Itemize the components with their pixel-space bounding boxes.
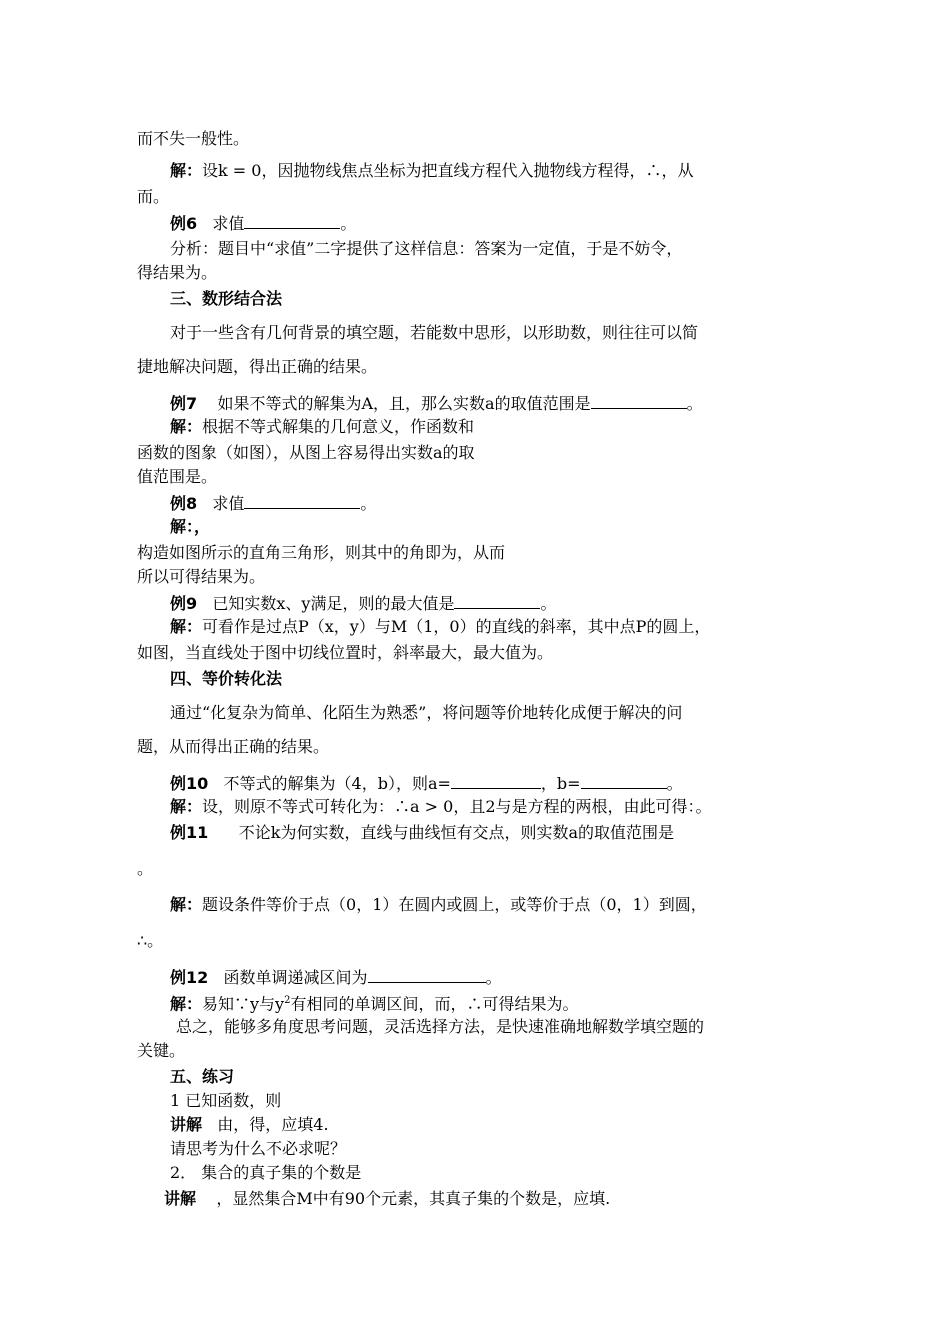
- punctuation: 。: [485, 968, 502, 987]
- solution-label: 讲解: [170, 1115, 203, 1134]
- section-heading: 四、等价转化法: [170, 669, 283, 688]
- answer-blank-a[interactable]: [451, 772, 541, 789]
- solution-text: ，显然集合M中有90个元素，其真子集的个数是，应填.: [216, 1189, 611, 1208]
- example-text: 已知实数x、y满足，则的最大值是: [212, 594, 455, 613]
- example-label: 例7: [170, 394, 198, 413]
- summary-line: 总之，能够多角度思考问题，灵活选择方法，是快速准确地解数学填空题的: [176, 1017, 705, 1036]
- solution-text: 可看作是过点P（x，y）与M（1，0）的直线的斜率，其中点P的圆上，: [202, 617, 711, 636]
- example-6: [170, 212, 356, 235]
- example-text: 不论k为何实数，直线与曲线恒有交点，则实数a的取值范围是: [238, 823, 675, 842]
- paragraph-line: 通过“化复杂为简单、化陌生为熟悉”，将问题等价地转化成便于解决的问: [170, 703, 683, 722]
- solution-line: 所以可得结果为。: [137, 567, 266, 586]
- solution-label: 讲解: [164, 1189, 197, 1208]
- paragraph-line: 题，从而得出正确的结果。: [137, 737, 330, 756]
- paragraph-line: 捷地解决问题，得出正确的结果。: [137, 357, 378, 376]
- solution-text: 设，则原不等式可转化为：∴a > 0，且2与是方程的两根，由此可得：。: [202, 797, 712, 816]
- solution-text: 有相同的单调区间，而，∴可得结果为。: [290, 994, 579, 1014]
- paragraph-line: 对于一些含有几何背景的填空题，若能数中思形，以形助数，则往往可以简: [170, 323, 699, 342]
- solution-text: 题设条件等价于点（0，1）在圆内或圆上，或等价于点（0，1）到圆，: [202, 895, 707, 914]
- exercise-1: 1 已知函数，则: [170, 1091, 282, 1110]
- punctuation: 。: [137, 859, 154, 878]
- solution-label: 解：: [170, 994, 203, 1014]
- solution-line: [170, 796, 712, 818]
- punctuation: 。: [340, 214, 357, 233]
- example-text: 不等式的解集为（4，b），则a=: [223, 774, 451, 793]
- example-12: [170, 966, 502, 989]
- solution-text: 设k = 0，因抛物线焦点坐标为把直线方程代入抛物线方程得，∴，从: [202, 161, 694, 180]
- punctuation: 。: [666, 774, 683, 793]
- example-10: [170, 772, 683, 795]
- summary-line: 关键。: [137, 1041, 186, 1060]
- answer-blank[interactable]: [368, 966, 486, 983]
- exercise-solution: [164, 1188, 610, 1210]
- example-7: [170, 392, 703, 415]
- paragraph-line: 而。: [137, 187, 170, 206]
- example-8: [170, 492, 376, 515]
- answer-blank-b[interactable]: [581, 772, 667, 789]
- example-label: 例11: [170, 823, 209, 842]
- solution-label: 解：: [170, 617, 203, 636]
- example-label: 例8: [170, 494, 198, 513]
- example-text: ，b=: [540, 774, 581, 793]
- superscript: 2: [284, 995, 291, 1006]
- answer-blank[interactable]: [244, 212, 340, 229]
- solution-text: 根据不等式解集的几何意义，作函数和: [202, 417, 475, 436]
- solution-label: 解：: [170, 161, 203, 180]
- example-label: 例10: [170, 774, 209, 793]
- example-text: 求值: [212, 494, 245, 513]
- solution-label: 解：: [170, 797, 203, 816]
- example-label: 例9: [170, 594, 198, 613]
- answer-blank[interactable]: [454, 592, 540, 609]
- analysis-line: 分析：题目中“求值”二字提供了这样信息：答案为一定值，于是不妨令，: [170, 239, 683, 258]
- solution-line: ∴。: [137, 931, 164, 950]
- solution-text: 由，得，应填4.: [217, 1115, 329, 1134]
- solution-line: [170, 416, 474, 438]
- solution-label: 解：: [170, 417, 203, 436]
- solution-label: 解：，: [170, 517, 211, 536]
- solution-line: [170, 160, 693, 182]
- solution-line: [170, 616, 710, 638]
- example-9: [170, 592, 557, 615]
- solution-line: [170, 894, 707, 916]
- answer-blank[interactable]: [591, 392, 687, 409]
- paragraph-line: 而不失一般性。: [137, 129, 250, 148]
- example-text: 求值: [212, 214, 245, 233]
- solution-label: 解：: [170, 895, 203, 914]
- section-heading: 三、数形结合法: [170, 289, 283, 308]
- example-label: 例12: [170, 968, 209, 987]
- example-text: 函数单调递减区间为: [223, 968, 368, 987]
- solution-line: 如图，当直线处于图中切线位置时，斜率最大，最大值为。: [137, 643, 554, 662]
- exercise-note: 请思考为什么不必求呢？: [170, 1139, 347, 1158]
- analysis-line: 得结果为。: [137, 263, 218, 282]
- solution-line: [170, 990, 579, 1015]
- answer-blank[interactable]: [244, 492, 360, 509]
- exercise-2: 2． 集合的真子集的个数是: [170, 1163, 362, 1182]
- punctuation: 。: [686, 394, 703, 413]
- section-heading: 五、练习: [170, 1067, 235, 1086]
- solution-line: 构造如图所示的直角三角形，则其中的角即为，从而: [137, 543, 506, 562]
- example-11: [170, 822, 674, 844]
- punctuation: 。: [540, 594, 557, 613]
- exercise-solution: [170, 1114, 329, 1136]
- example-text: 如果不等式的解集为A，且，那么实数a的取值范围是: [217, 394, 591, 413]
- solution-line: 函数的图象（如图），从图上容易得出实数a的取: [137, 443, 475, 462]
- solution-line: 值范围是。: [137, 467, 218, 486]
- example-label: 例6: [170, 214, 198, 233]
- punctuation: 。: [360, 494, 377, 513]
- solution-text: 易知∵y与y: [202, 994, 285, 1014]
